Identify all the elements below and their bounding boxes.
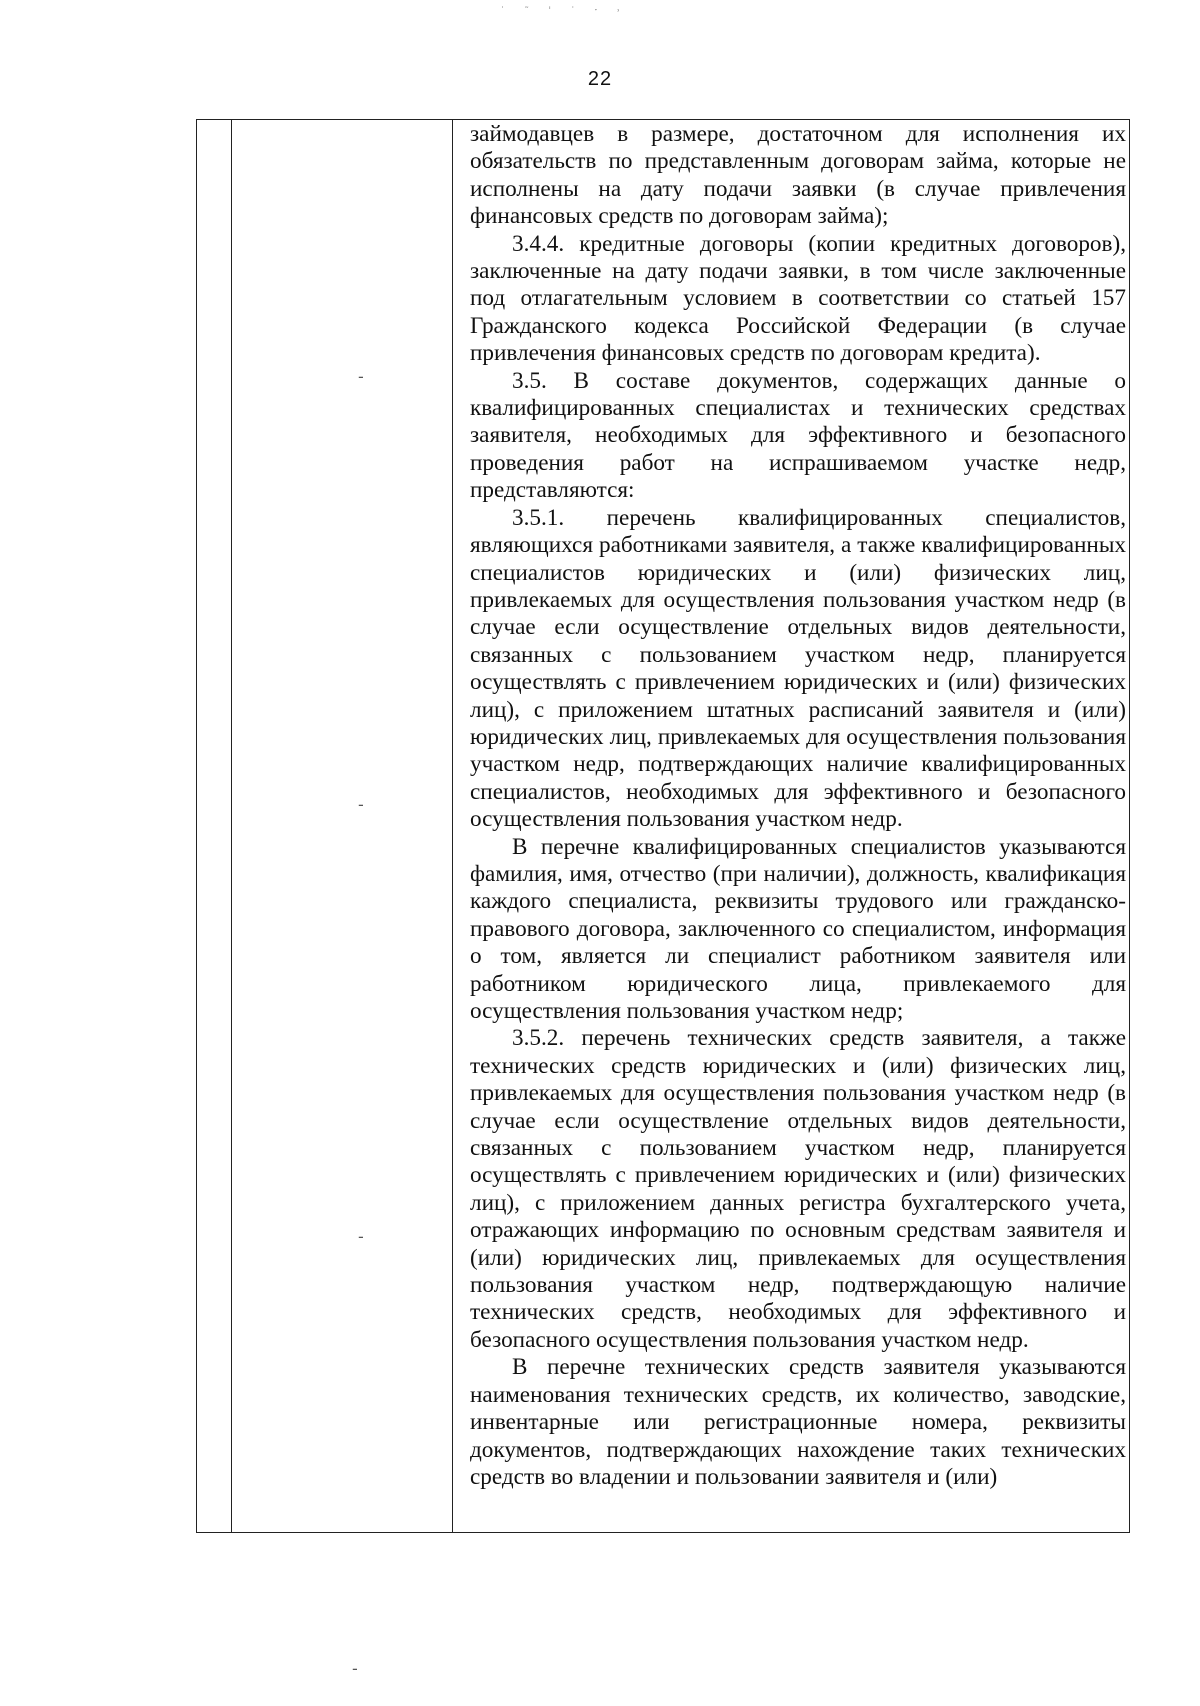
page-number: 22: [587, 68, 613, 90]
scan-mark: -: [358, 367, 364, 386]
table-cell-text: [470, 121, 1126, 1531]
paragraph-3-5-2: 3.5.2. перечень технических средств заявителя, а также технических средств юридических и (или) физических лиц, привлекаемых для осуществления пользования участком недр (в случае если осуществление отдельных видов деятельности, связанных с пользованием участком недр, планируется осуществлять с привлечением юридических и (или) физических лиц), с приложением данных регистра бухгалтерского учета, отражающих информацию по основным средствам заявителя и (или) юридических лиц, привлекаемых для осуществления пользования участком недр, подтверждающую наличие технических средств, необходимых для эффективного и безопасного осуществления пользования участком недр.: [470, 1025, 1126, 1353]
scan-mark: -: [358, 1227, 364, 1246]
paragraph-continuation: займодавцев в размере, достаточном для исполнения их обязательств по представленным договорам займа, которые не исполнены на дату подачи заявки (в случае привлечения финансовых средств по договорам займа);: [470, 121, 1126, 230]
table-column-divider-2: [452, 120, 453, 1532]
paragraph-3-5: 3.5. В составе документов, содержащих данные о квалифицированных специалистах и технических средствах заявителя, необходимых для эффективного и безопасного проведения работ на испрашиваемом участке недр, представляются:: [470, 367, 1126, 504]
paragraph-specialists-list: В перечне квалифицированных специалистов указываются фамилия, имя, отчество (при наличии), должность, квалификация каждого специалиста, реквизиты трудового или гражданско-правового договора, заключенного со специалистом, информация о том, является ли специалист работником заявителя или работником юридического лица, привлекаемого для осуществления пользования участком недр;: [470, 833, 1126, 1024]
paragraph-3-5-1: 3.5.1. перечень квалифицированных специалистов, являющихся работниками заявителя, а также квалифицированных специалистов юридических и (или) физических лиц, привлекаемых для осуществления пользования участком недр (в случае если осуществление отдельных видов деятельности, связанных с пользованием участком недр, планируется осуществлять с привлечением юридических и (или) физических лиц), с приложением штатных расписаний заявителя и (или) юридических лиц, привлекаемых для осуществления пользования участком недр, подтверждающих наличие квалифицированных специалистов, необходимых для эффективного и безопасного осуществления пользования участком недр.: [470, 504, 1126, 833]
scan-noise: ˙ ˜ ˈ ˙ ˑ ˒: [500, 6, 629, 17]
paragraph-technical-means-list: В перечне технических средств заявителя указываются наименования технических средств, их количество, заводские, инвентарные или регистрационные номера, реквизиты документов, подтверждающих нахождение таких технических средств во владении и пользовании заявителя и (или): [470, 1354, 1126, 1490]
table-column-divider-1: [231, 120, 232, 1532]
scan-mark: -: [352, 1659, 358, 1678]
paragraph-3-4-4: 3.4.4. кредитные договоры (копии кредитных договоров), заключенные на дату подачи заявки, в том числе заключенные под отлагательным условием в соответствии со статьей 157 Гражданского кодекса Российской Федерации (в случае привлечения финансовых средств по договорам кредита).: [470, 230, 1126, 367]
scan-mark: -: [358, 795, 364, 814]
